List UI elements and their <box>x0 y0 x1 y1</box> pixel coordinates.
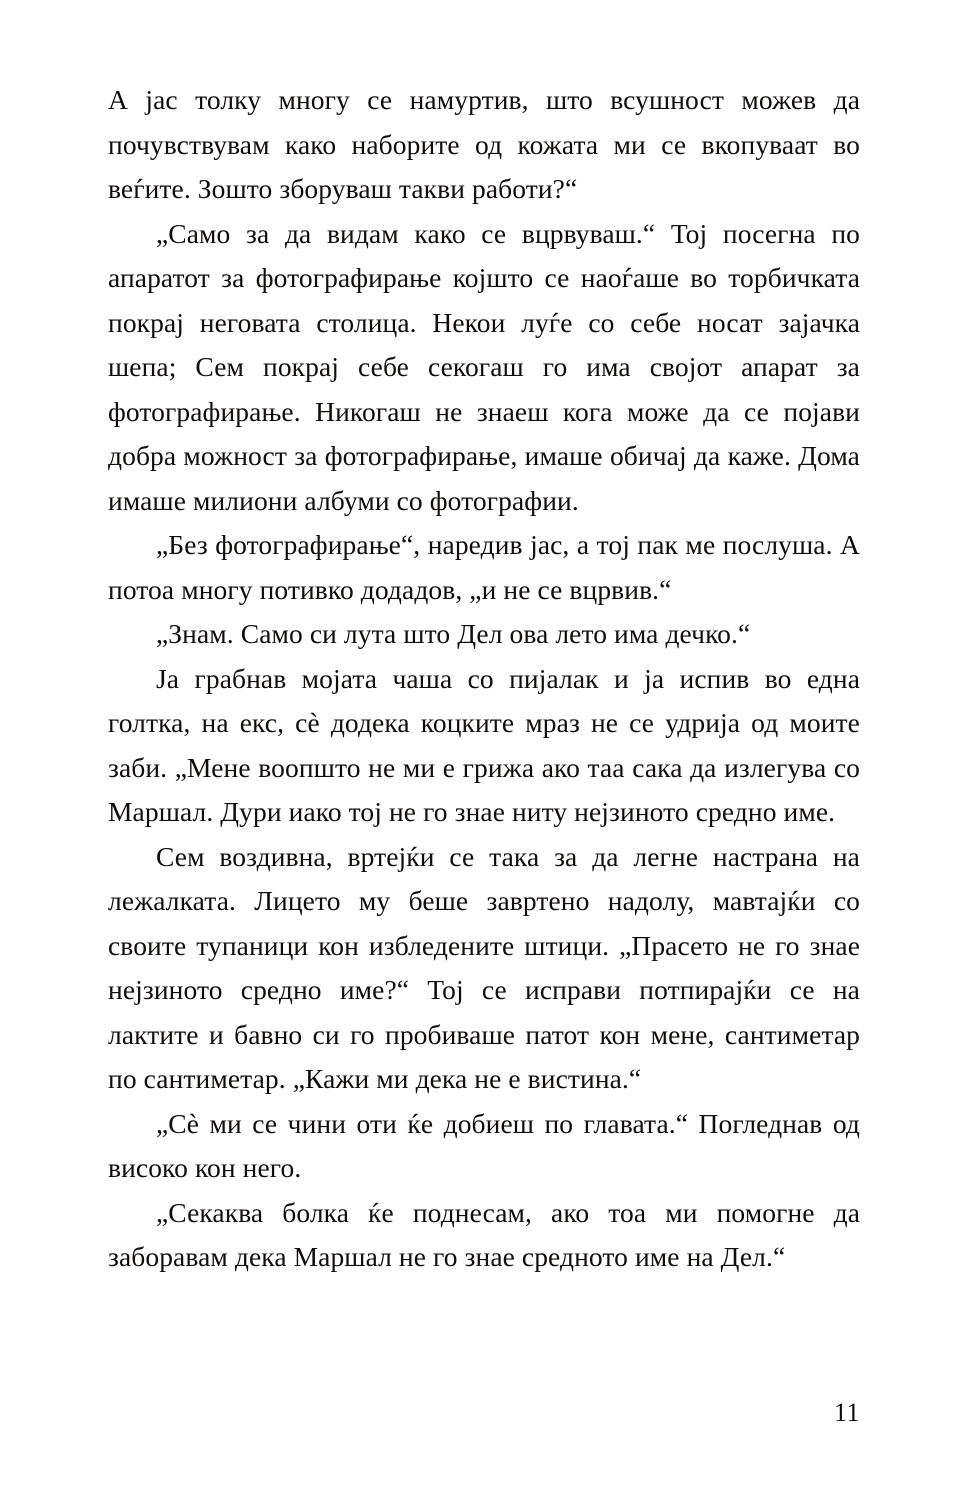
page-number: 11 <box>833 1398 860 1427</box>
paragraph: „Секаква болка ќе поднесам, ако тоа ми помогне да заборавам дека Маршал не го знае средното име на Дел.“ <box>108 1196 860 1272</box>
paragraph: „Знам. Само си лута што Дел ова лето има дечко.“ <box>156 618 751 649</box>
paragraph: „Само за да видам како се вцрвуваш.“ Тој посегна по апаратот за фотографирање којшто се наоѓаше во торбичката покрај неговата столица. Некои луѓе со себе носат зајачка шепа; Сем покрај себе секогаш го има својот апарат за фотографирање. Никогаш не знаеш кога може да се појави добра можност за фотографирање, имаше обичај да каже. Дома имаше милиони албуми со фотографии. <box>108 217 860 516</box>
paragraph: „Без фотографирање“, наредив јас, а тој пак ме послуша. А потоа многу потивко додадов, „и не се вцрвив.“ <box>108 529 860 605</box>
body-text-column <box>108 78 860 1280</box>
paragraph: Сем воздивна, вртејќи се така за да легне настрана на лежалката. Лицето му беше завртено надолу, мавтајќи со своите тупаници кон избледените штици. „Прасето не го знае нејзиното средно име?“ Тој се исправи потпирајќи се на лактите и бавно си го пробиваше патот кон мене, сантиметар по сантиметар. „Кажи ми дека не е вистина.“ <box>108 840 860 1094</box>
paragraph: А јас толку многу се намуртив, што всушност можев да почувствувам како наборите од кожата ми се вкопуваат во веѓите. Зошто зборуваш такви работи?“ <box>108 84 860 204</box>
paragraph: Ја грабнав мојата чаша со пијалак и ја испив во една голтка, на екс, сѐ додека коцките мраз не се удрија од моите заби. „Мене воопшто не ми е грижа ако таа сака да излегува со Маршал. Дури иако тој не го знае ниту нејзиното средно име. <box>108 662 860 827</box>
paragraph: „Сѐ ми се чини оти ќе добиеш по главата.“ Погледнав од високо кон него. <box>108 1107 860 1183</box>
